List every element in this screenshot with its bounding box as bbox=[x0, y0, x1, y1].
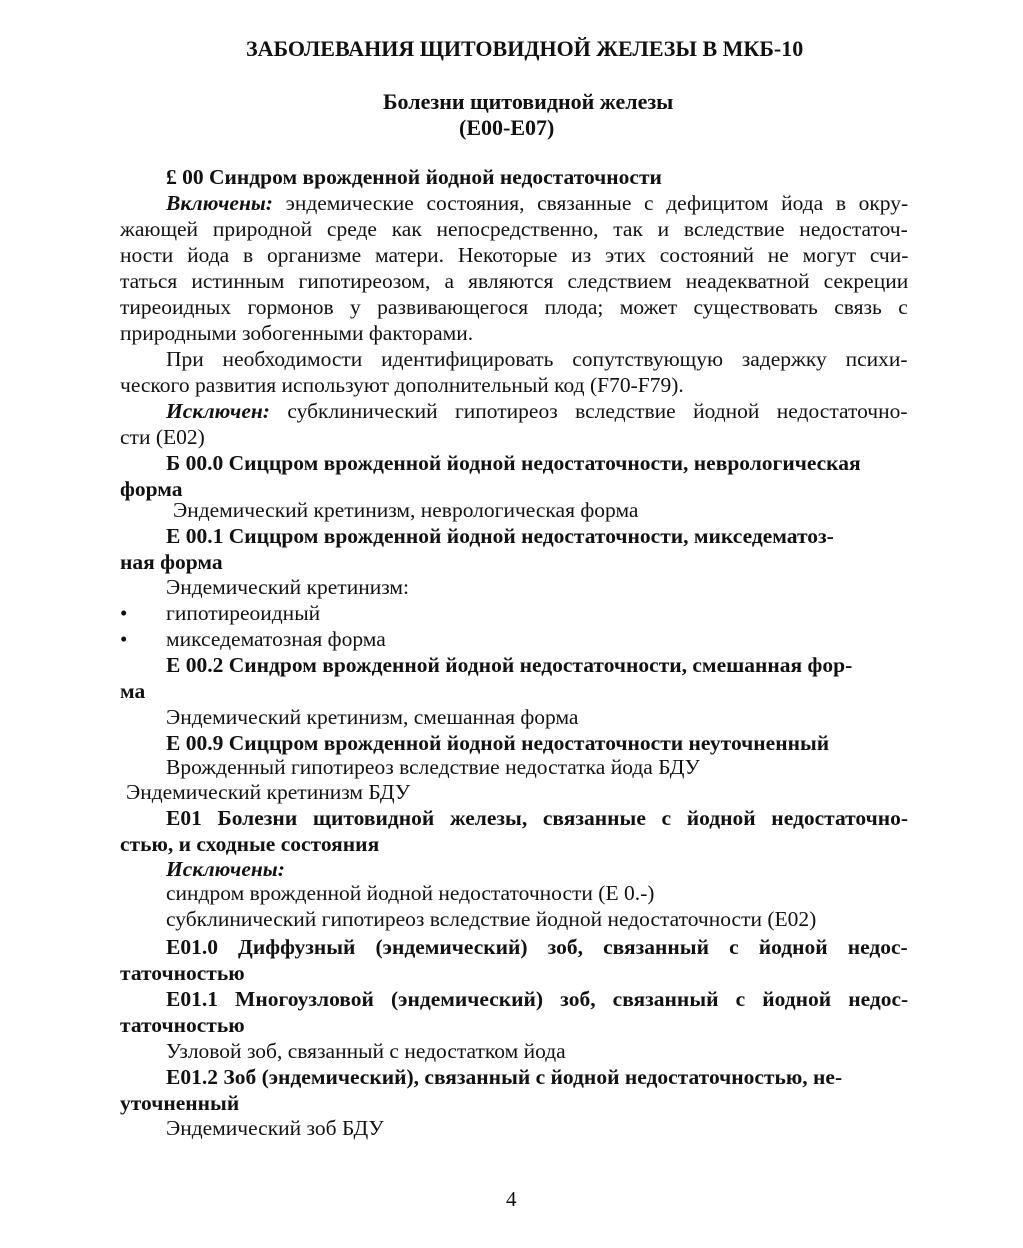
body-text: ности йода в организме матери. Некоторые из этих состояний не могут счи- bbox=[120, 243, 909, 267]
list-bullet: • bbox=[120, 627, 128, 651]
code-heading: £ 00 Синдром врожденной йодной недостаточности bbox=[166, 165, 662, 189]
code-heading: ма bbox=[120, 679, 146, 703]
text-line bbox=[120, 960, 245, 986]
code-heading: таточностью bbox=[120, 1013, 245, 1037]
text-line bbox=[166, 626, 386, 652]
section-heading: Болезни щитовидной железы bbox=[383, 89, 674, 114]
text-line bbox=[120, 320, 473, 346]
code-heading: таточностью bbox=[120, 961, 245, 985]
text-line bbox=[120, 1090, 239, 1116]
body-text: субклинический гипотиреоз вследствие йодной недостаточности (Е02) bbox=[166, 907, 817, 931]
text-line bbox=[166, 600, 320, 626]
text-line bbox=[166, 704, 578, 730]
text-line bbox=[166, 1115, 384, 1141]
text-line bbox=[166, 805, 908, 831]
body-text: природными зобогенными факторами. bbox=[120, 321, 474, 345]
body-text: Врожденный гипотиреоз вследствие недостатка йода БДУ bbox=[166, 755, 700, 779]
text-line bbox=[120, 549, 223, 575]
code-heading: уточненный bbox=[120, 1091, 240, 1115]
text-line bbox=[166, 754, 700, 780]
code-heading: Е 00.9 Сиццром врожденной йодной недостаточности неуточненный bbox=[166, 731, 830, 755]
body-text: Эндемический кретинизм, смешанная форма bbox=[166, 705, 579, 729]
term-label: Включены: bbox=[166, 191, 273, 215]
text-line bbox=[166, 1038, 566, 1064]
text-line bbox=[173, 497, 638, 523]
text-line bbox=[120, 216, 908, 242]
document-title: ЗАБОЛЕВАНИЯ ЩИТОВИДНОЙ ЖЕЛЕЗЫ В МКБ-10 bbox=[246, 36, 804, 61]
code-heading: Е 00.1 Сиццром врожденной йодной недостаточности, микседематоз- bbox=[166, 524, 834, 548]
text-line bbox=[166, 450, 861, 476]
text-line bbox=[166, 730, 829, 756]
text-line bbox=[166, 523, 834, 549]
body-text: Эндемический кретинизм БДУ bbox=[126, 780, 411, 804]
code-heading: Б 00.0 Сиццром врожденной йодной недостаточности, неврологическая bbox=[166, 451, 861, 475]
text-line bbox=[120, 678, 145, 704]
text-line bbox=[120, 372, 684, 398]
body-text: жающей природной среде как непосредственно, так и вследствие недостаточ- bbox=[120, 217, 908, 241]
page-number: 4 bbox=[506, 1187, 517, 1211]
text-line bbox=[166, 574, 409, 600]
body-text: эндемические состояния, связанные с дефицитом йода в окру- bbox=[272, 191, 909, 215]
text-line bbox=[120, 1012, 245, 1038]
term-label: Исключен: bbox=[166, 399, 270, 423]
term-label: Исключены: bbox=[166, 857, 285, 881]
body-text: Эндемический зоб БДУ bbox=[166, 1116, 384, 1140]
text-line bbox=[166, 190, 908, 216]
body-text: микседематозная форма bbox=[166, 627, 386, 651]
text-line bbox=[166, 164, 662, 190]
body-text: гипотиреоидный bbox=[166, 601, 321, 625]
text-line bbox=[126, 779, 410, 805]
code-heading: форма bbox=[120, 477, 183, 501]
body-text: При необходимости идентифицировать сопутствующую задержку психи- bbox=[166, 347, 908, 371]
text-line bbox=[166, 1064, 842, 1090]
text-line bbox=[120, 294, 908, 320]
text-line bbox=[120, 242, 908, 268]
section-code-range: (Е00-Е07) bbox=[459, 115, 555, 140]
code-heading: Е01.1 Многоузловой (эндемический) зоб, связанный с йодной недос- bbox=[166, 987, 909, 1011]
text-line bbox=[166, 986, 908, 1012]
body-text: синдром врожденной йодной недостаточности (Е 0.-) bbox=[166, 881, 655, 905]
code-heading: Е 00.2 Синдром врожденной йодной недостаточности, смешанная фор- bbox=[166, 653, 853, 677]
body-text: таться истинным гипотиреозом, а являются следствием неадекватной секреции bbox=[120, 269, 909, 293]
code-heading: ная форма bbox=[120, 550, 223, 574]
body-text: ческого развития используют дополнительный код (F70-F79). bbox=[120, 373, 684, 397]
text-line bbox=[166, 856, 285, 882]
text-line bbox=[120, 424, 205, 450]
text-line bbox=[166, 346, 908, 372]
text-line bbox=[166, 934, 908, 960]
code-heading: Е01 Болезни щитовидной железы, связанные с йодной недостаточно- bbox=[166, 806, 909, 830]
body-text: Узловой зоб, связанный с недостатком йода bbox=[166, 1039, 566, 1063]
text-line bbox=[166, 652, 852, 678]
body-text: Эндемический кретинизм, неврологическая форма bbox=[173, 498, 639, 522]
code-heading: Е01.0 Диффузный (эндемический) зоб, связанный с йодной недос- bbox=[166, 935, 908, 959]
text-line bbox=[166, 906, 816, 932]
text-line bbox=[166, 398, 908, 424]
text-line bbox=[166, 880, 654, 906]
body-text: субклинический гипотиреоз вследствие йодной недостаточно- bbox=[269, 399, 908, 423]
code-heading: Е01.2 Зоб (эндемический), связанный с йодной недостаточностью, не- bbox=[166, 1065, 843, 1089]
text-line bbox=[120, 268, 908, 294]
list-bullet: • bbox=[120, 601, 128, 625]
text-line bbox=[120, 831, 379, 857]
code-heading: стью, и сходные состояния bbox=[120, 832, 380, 856]
body-text: Эндемический кретинизм: bbox=[166, 575, 409, 599]
body-text: сти (Е02) bbox=[120, 425, 205, 449]
body-text: тиреоидных гормонов у развивающегося плода; может существовать связь с bbox=[120, 295, 908, 319]
